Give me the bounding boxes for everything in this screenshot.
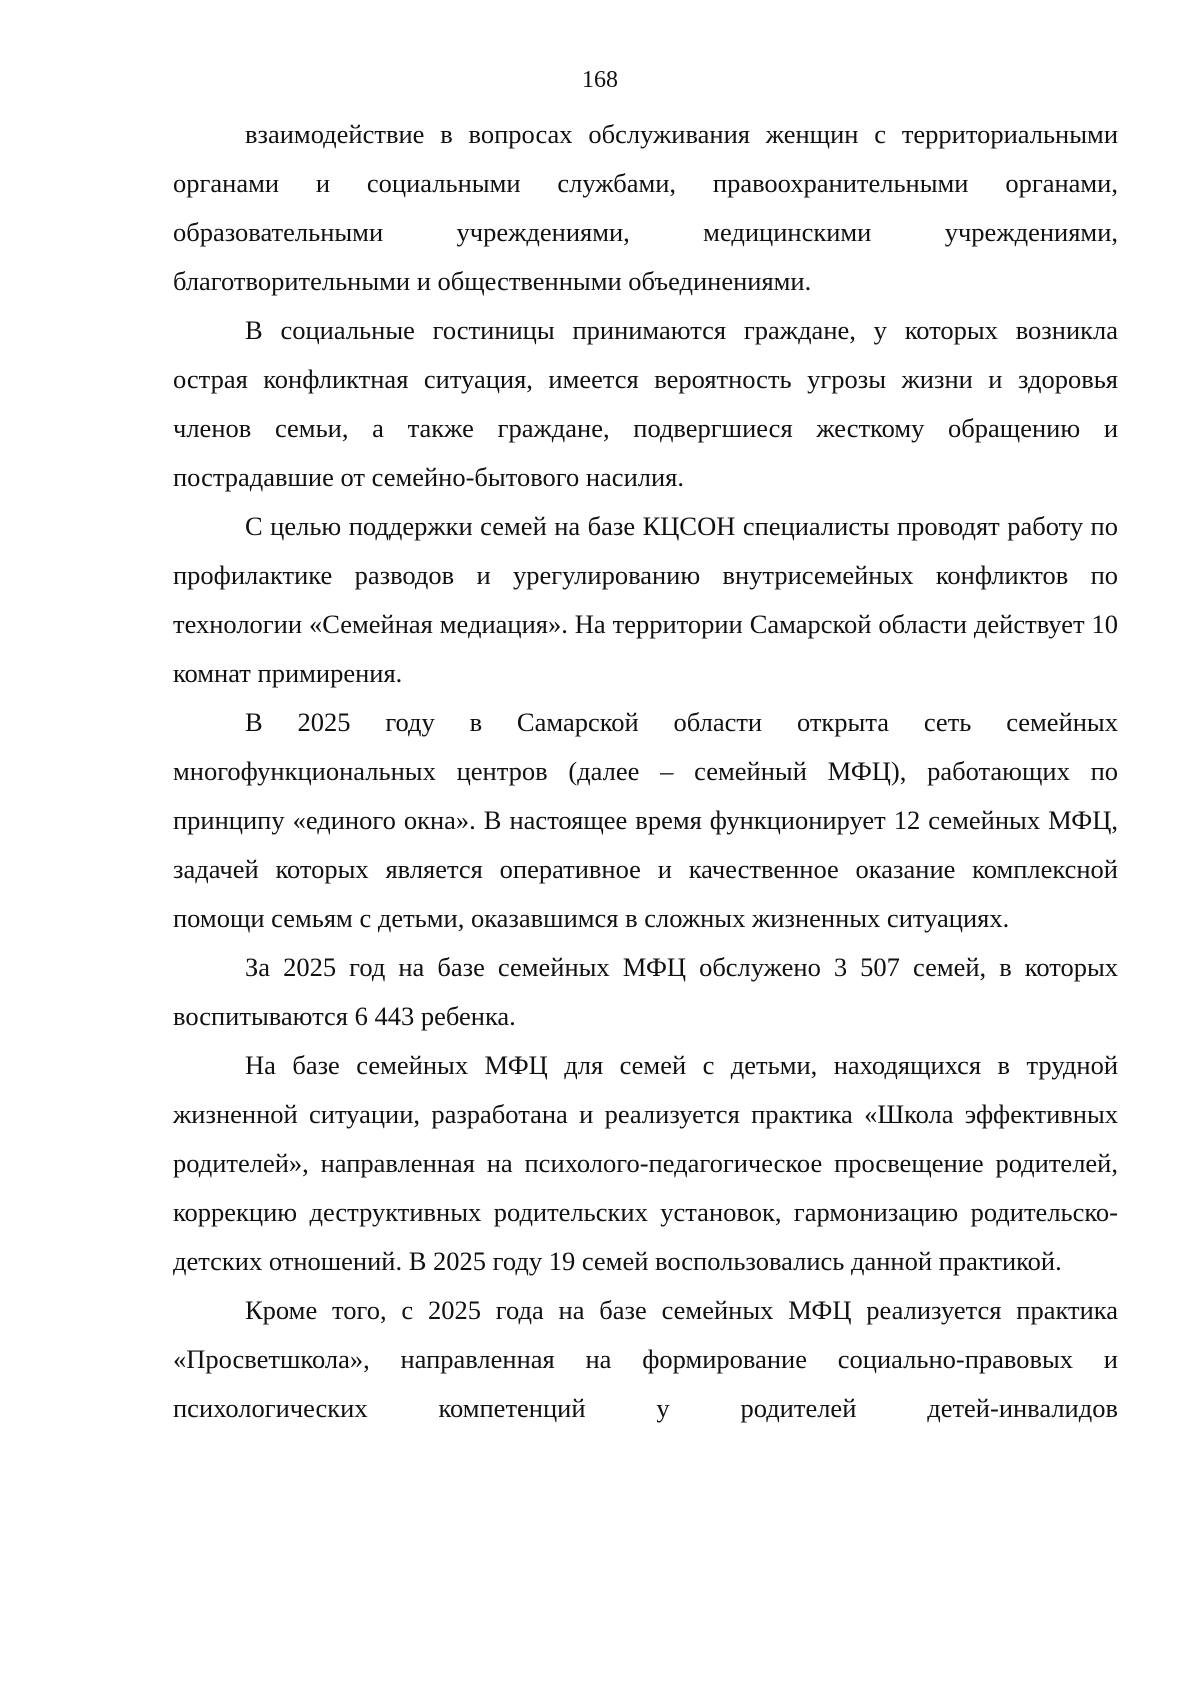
paragraph-social-hotels: В социальные гостиницы принимаются граждане, у которых возникла острая конфликтная ситуация, имеется вероятность угрозы жизни и здоровья членов семьи, а также граждане, подвергшиеся жесткому обращению и пострадавшие от семейно-бытового насилия.: [173, 315, 1118, 492]
paragraph-mfc-statistics: За 2025 год на базе семейных МФЦ обслужено 3 507 семей, в которых воспитываются 6 443 ребенка.: [173, 952, 1118, 1031]
document-body: [173, 110, 1118, 1433]
paragraph-continuation: взаимодействие в вопросах обслуживания женщин с территориальными органами и социальными службами, правоохранительными органами, образовательными учреждениями, медицинскими учреждениями, благотворительными и общественными объединениями.: [173, 119, 1118, 296]
paragraph-family-mediation: С целью поддержки семей на базе КЦСОН специалисты проводят работу по профилактике разводов и урегулированию внутрисемейных конфликтов по технологии «Семейная медиация». На территории Самарской области действует 10 комнат примирения.: [173, 511, 1118, 688]
paragraph-family-mfc-network: В 2025 году в Самарской области открыта сеть семейных многофункциональных центров (далее – семейный МФЦ), работающих по принципу «единого окна». В настоящее время функционирует 12 семейных МФЦ, задачей которых является оперативное и качественное оказание комплексной помощи семьям с детьми, оказавшимся в сложных жизненных ситуациях.: [173, 707, 1118, 933]
paragraph-prosvetshkola: Кроме того, с 2025 года на базе семейных МФЦ реализуется практика «Просветшкола», направленная на формирование социально-правовых и психологических компетенций у родителей детей-инвалидов: [173, 1295, 1118, 1423]
page-number: 168: [582, 67, 618, 93]
paragraph-effective-parents-school: На базе семейных МФЦ для семей с детьми, находящихся в трудной жизненной ситуации, разработана и реализуется практика «Школа эффективных родителей», направленная на психолого-педагогическое просвещение родителей, коррекцию деструктивных родительских установок, гармонизацию родительско-детских отношений. В 2025 году 19 семей воспользовались данной практикой.: [173, 1050, 1118, 1276]
